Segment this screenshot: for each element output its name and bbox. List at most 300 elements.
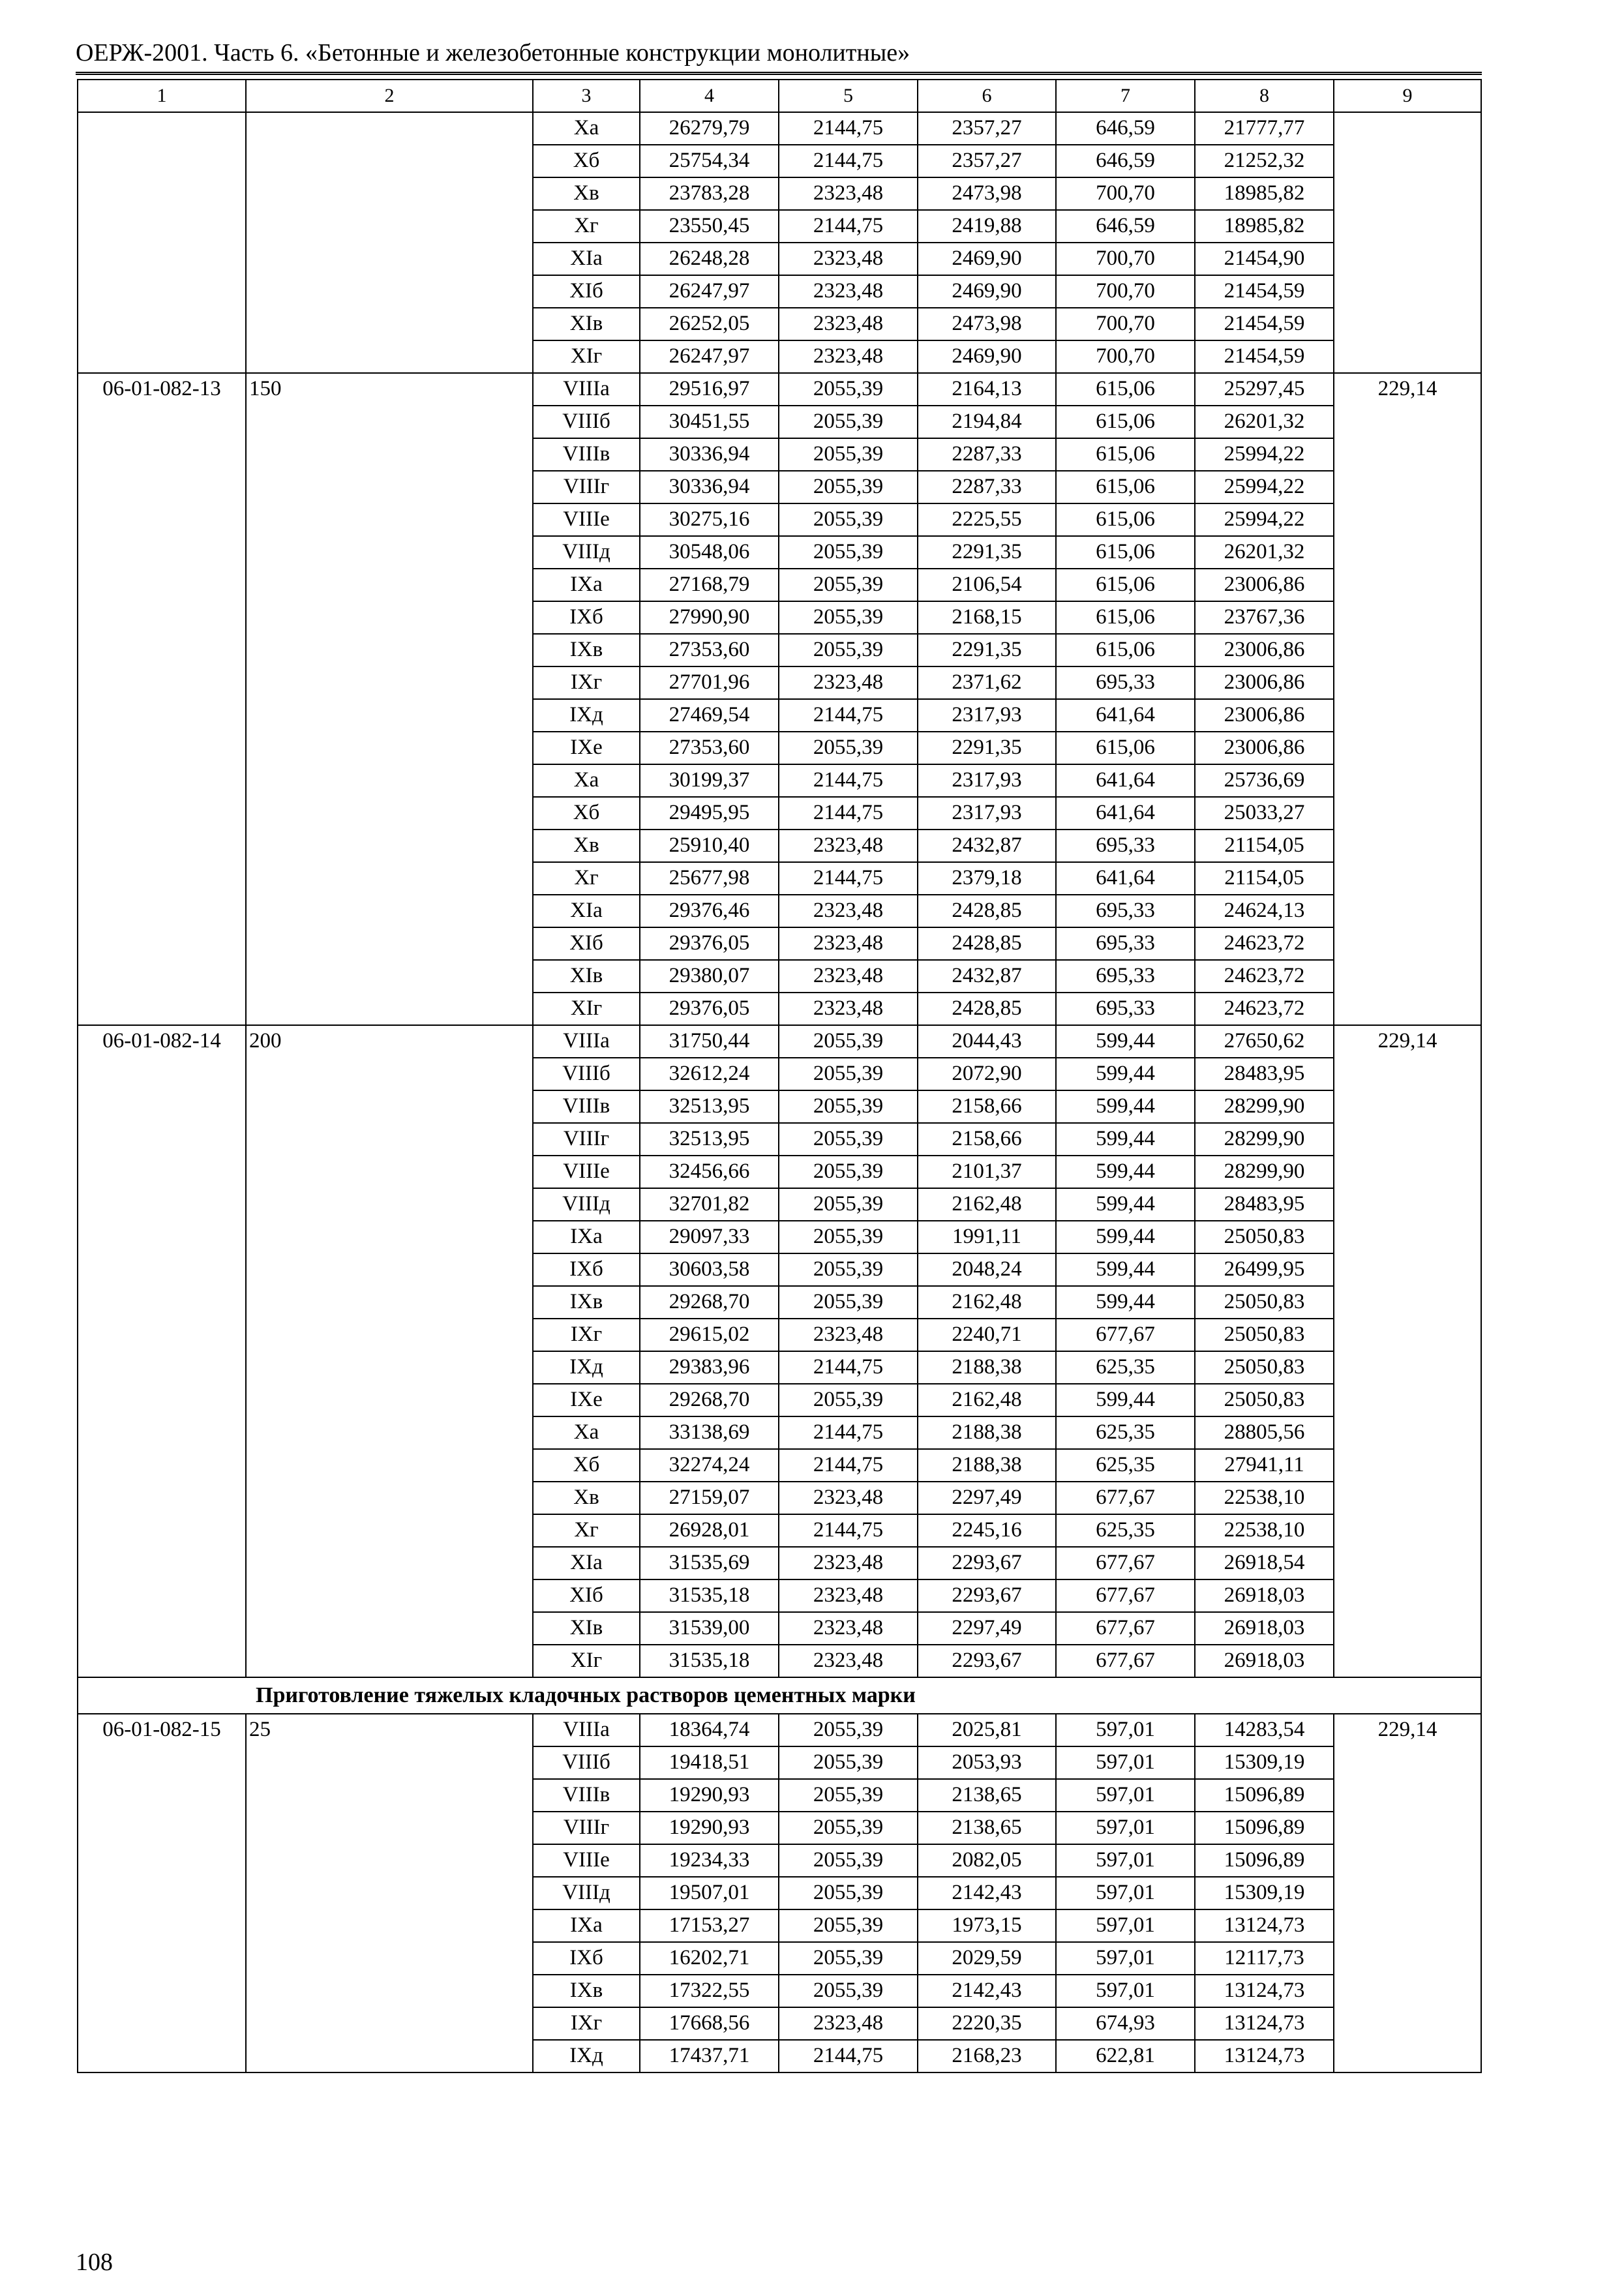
value-cell: 25050,83 — [1195, 1286, 1334, 1319]
value-cell: 26248,28 — [640, 243, 779, 275]
value-cell: 597,01 — [1056, 1812, 1195, 1844]
zone-cell: Xa — [533, 112, 640, 145]
value-cell: 2323,48 — [779, 960, 918, 993]
value-cell: 615,06 — [1056, 406, 1195, 438]
value-cell: 27650,62 — [1195, 1025, 1334, 1058]
value-cell: 29376,46 — [640, 895, 779, 927]
value-cell: 33138,69 — [640, 1416, 779, 1449]
value-cell: 2144,75 — [779, 764, 918, 797]
value-cell: 2055,39 — [779, 471, 918, 503]
value-cell: 695,33 — [1056, 830, 1195, 862]
value-cell: 597,01 — [1056, 1877, 1195, 1909]
value-cell: 2055,39 — [779, 1812, 918, 1844]
value-cell: 28483,95 — [1195, 1188, 1334, 1221]
value-cell: 599,44 — [1056, 1221, 1195, 1253]
header-rule — [76, 72, 1482, 75]
value-cell: 597,01 — [1056, 1844, 1195, 1877]
value-cell: 2082,05 — [918, 1844, 1056, 1877]
value-cell: 21454,59 — [1195, 340, 1334, 373]
value-cell: 21454,59 — [1195, 275, 1334, 308]
value-cell: 27353,60 — [640, 732, 779, 764]
value-cell: 2144,75 — [779, 1449, 918, 1482]
value-cell: 2287,33 — [918, 438, 1056, 471]
zone-cell: VIIIв — [533, 438, 640, 471]
value-cell: 2055,39 — [779, 406, 918, 438]
value-cell: 615,06 — [1056, 471, 1195, 503]
value-cell: 23006,86 — [1195, 634, 1334, 666]
value-cell: 2432,87 — [918, 960, 1056, 993]
column-number: 4 — [640, 80, 779, 112]
value-cell: 2144,75 — [779, 1416, 918, 1449]
value-cell: 2164,13 — [918, 373, 1056, 406]
value-cell: 2055,39 — [779, 1025, 918, 1058]
zone-cell: VIIIe — [533, 503, 640, 536]
value-cell: 700,70 — [1056, 177, 1195, 210]
value-cell: 2142,43 — [918, 1877, 1056, 1909]
value-cell: 21154,05 — [1195, 830, 1334, 862]
grade-cell: 150 — [246, 373, 533, 1025]
zone-cell: XIв — [533, 308, 640, 340]
value-cell: 646,59 — [1056, 210, 1195, 243]
value-cell: 17668,56 — [640, 2007, 779, 2040]
value-cell: 2323,48 — [779, 308, 918, 340]
value-cell: 700,70 — [1056, 275, 1195, 308]
grade-cell: 200 — [246, 1025, 533, 1677]
section-row — [78, 1677, 1481, 1714]
value-cell: 2323,48 — [779, 275, 918, 308]
table-row — [78, 112, 1481, 145]
value-cell: 677,67 — [1056, 1645, 1195, 1677]
zone-cell: Xб — [533, 145, 640, 177]
value-cell: 27701,96 — [640, 666, 779, 699]
value-cell: 30336,94 — [640, 471, 779, 503]
value-cell: 31535,69 — [640, 1547, 779, 1579]
value-cell: 2293,67 — [918, 1547, 1056, 1579]
value-cell: 29376,05 — [640, 993, 779, 1025]
value-cell: 28299,90 — [1195, 1090, 1334, 1123]
value-cell: 2055,39 — [779, 1844, 918, 1877]
value-cell: 24624,13 — [1195, 895, 1334, 927]
value-cell: 615,06 — [1056, 601, 1195, 634]
value-cell: 15309,19 — [1195, 1746, 1334, 1779]
value-cell: 26201,32 — [1195, 406, 1334, 438]
zone-cell: IXд — [533, 2040, 640, 2072]
code-cell: 06-01-082-14 — [78, 1025, 246, 1677]
value-cell: 23783,28 — [640, 177, 779, 210]
value-cell: 695,33 — [1056, 993, 1195, 1025]
value-cell: 677,67 — [1056, 1547, 1195, 1579]
value-cell: 677,67 — [1056, 1612, 1195, 1645]
value-cell: 2323,48 — [779, 1645, 918, 1677]
value-cell: 677,67 — [1056, 1579, 1195, 1612]
value-cell: 31750,44 — [640, 1025, 779, 1058]
value-cell: 615,06 — [1056, 503, 1195, 536]
value-cell: 615,06 — [1056, 569, 1195, 601]
value-cell: 2101,37 — [918, 1156, 1056, 1188]
value-cell: 2291,35 — [918, 732, 1056, 764]
value-cell: 2297,49 — [918, 1482, 1056, 1514]
value-cell: 2419,88 — [918, 210, 1056, 243]
value-cell: 2048,24 — [918, 1253, 1056, 1286]
value-cell: 700,70 — [1056, 308, 1195, 340]
value-cell: 599,44 — [1056, 1286, 1195, 1319]
value-cell: 2053,93 — [918, 1746, 1056, 1779]
value-cell: 2055,39 — [779, 569, 918, 601]
zone-cell: IXб — [533, 1942, 640, 1975]
value-cell: 2317,93 — [918, 797, 1056, 830]
value-cell: 615,06 — [1056, 438, 1195, 471]
value-cell: 695,33 — [1056, 895, 1195, 927]
value-cell: 32513,95 — [640, 1090, 779, 1123]
value-cell: 2158,66 — [918, 1090, 1056, 1123]
value-cell: 599,44 — [1056, 1253, 1195, 1286]
value-cell: 1973,15 — [918, 1909, 1056, 1942]
value-cell: 21154,05 — [1195, 862, 1334, 895]
value-cell: 25050,83 — [1195, 1351, 1334, 1384]
value-cell: 29495,95 — [640, 797, 779, 830]
value-cell: 24623,72 — [1195, 960, 1334, 993]
value-cell: 32456,66 — [640, 1156, 779, 1188]
value-cell: 22538,10 — [1195, 1482, 1334, 1514]
value-cell: 2055,39 — [779, 1058, 918, 1090]
value-cell: 615,06 — [1056, 732, 1195, 764]
value-cell: 30336,94 — [640, 438, 779, 471]
value-cell: 2144,75 — [779, 862, 918, 895]
value-cell: 2245,16 — [918, 1514, 1056, 1547]
zone-cell: IXд — [533, 1351, 640, 1384]
zone-cell: VIIIд — [533, 1877, 640, 1909]
value-cell: 2055,39 — [779, 1877, 918, 1909]
value-cell: 2055,39 — [779, 503, 918, 536]
value-cell: 15096,89 — [1195, 1844, 1334, 1877]
zone-cell: VIIIв — [533, 1090, 640, 1123]
value-cell: 2323,48 — [779, 177, 918, 210]
value-cell: 2323,48 — [779, 666, 918, 699]
value-cell: 2055,39 — [779, 1714, 918, 1746]
value-cell: 2473,98 — [918, 177, 1056, 210]
value-cell: 29097,33 — [640, 1221, 779, 1253]
zone-cell: Xг — [533, 862, 640, 895]
value-cell: 2158,66 — [918, 1123, 1056, 1156]
value-cell: 2162,48 — [918, 1286, 1056, 1319]
value-cell: 25677,98 — [640, 862, 779, 895]
value-cell: 2055,39 — [779, 634, 918, 666]
value-cell: 29615,02 — [640, 1319, 779, 1351]
col9-cell: 229,14 — [1334, 1714, 1481, 2072]
value-cell: 2188,38 — [918, 1351, 1056, 1384]
value-cell: 30603,58 — [640, 1253, 779, 1286]
zone-cell: IXв — [533, 634, 640, 666]
column-number-row — [78, 80, 1481, 112]
column-number: 3 — [533, 80, 640, 112]
value-cell: 24623,72 — [1195, 993, 1334, 1025]
value-cell: 641,64 — [1056, 764, 1195, 797]
value-cell: 2055,39 — [779, 1156, 918, 1188]
zone-cell: VIIIв — [533, 1779, 640, 1812]
value-cell: 599,44 — [1056, 1156, 1195, 1188]
zone-cell: VIIIб — [533, 406, 640, 438]
value-cell: 19290,93 — [640, 1779, 779, 1812]
value-cell: 26918,03 — [1195, 1612, 1334, 1645]
value-cell: 2055,39 — [779, 536, 918, 569]
zone-cell: VIIIe — [533, 1156, 640, 1188]
value-cell: 2168,23 — [918, 2040, 1056, 2072]
zone-cell: Xa — [533, 1416, 640, 1449]
zone-cell: XIб — [533, 927, 640, 960]
value-cell: 25050,83 — [1195, 1384, 1334, 1416]
zone-cell: VIIIe — [533, 1844, 640, 1877]
value-cell: 29268,70 — [640, 1384, 779, 1416]
column-number: 7 — [1056, 80, 1195, 112]
column-number: 6 — [918, 80, 1056, 112]
value-cell: 26499,95 — [1195, 1253, 1334, 1286]
value-cell: 2162,48 — [918, 1188, 1056, 1221]
zone-cell: VIIIa — [533, 373, 640, 406]
value-cell: 597,01 — [1056, 1975, 1195, 2007]
grade-cell: 25 — [246, 1714, 533, 2072]
value-cell: 2144,75 — [779, 1351, 918, 1384]
value-cell: 23006,86 — [1195, 666, 1334, 699]
value-cell: 2055,39 — [779, 1975, 918, 2007]
value-cell: 2428,85 — [918, 927, 1056, 960]
value-cell: 2055,39 — [779, 1221, 918, 1253]
value-cell: 27990,90 — [640, 601, 779, 634]
value-cell: 19290,93 — [640, 1812, 779, 1844]
value-cell: 695,33 — [1056, 960, 1195, 993]
value-cell: 2469,90 — [918, 243, 1056, 275]
value-cell: 23006,86 — [1195, 569, 1334, 601]
value-cell: 2055,39 — [779, 1090, 918, 1123]
value-cell: 677,67 — [1056, 1482, 1195, 1514]
value-cell: 2379,18 — [918, 862, 1056, 895]
table-row — [78, 1714, 1481, 1746]
value-cell: 18985,82 — [1195, 210, 1334, 243]
value-cell: 2055,39 — [779, 1123, 918, 1156]
zone-cell: Xг — [533, 1514, 640, 1547]
value-cell: 2055,39 — [779, 601, 918, 634]
zone-cell: XIв — [533, 1612, 640, 1645]
value-cell: 2323,48 — [779, 927, 918, 960]
zone-cell: IXa — [533, 569, 640, 601]
zone-cell: XIa — [533, 1547, 640, 1579]
value-cell: 646,59 — [1056, 145, 1195, 177]
value-cell: 19418,51 — [640, 1746, 779, 1779]
value-cell: 2144,75 — [779, 112, 918, 145]
value-cell: 27353,60 — [640, 634, 779, 666]
value-cell: 17437,71 — [640, 2040, 779, 2072]
value-cell: 2291,35 — [918, 634, 1056, 666]
value-cell: 677,67 — [1056, 1319, 1195, 1351]
value-cell: 597,01 — [1056, 1779, 1195, 1812]
value-cell: 27168,79 — [640, 569, 779, 601]
value-cell: 13124,73 — [1195, 1975, 1334, 2007]
value-cell: 2194,84 — [918, 406, 1056, 438]
value-cell: 19507,01 — [640, 1877, 779, 1909]
column-number: 1 — [78, 80, 246, 112]
zone-cell: VIIIг — [533, 1123, 640, 1156]
value-cell: 2287,33 — [918, 471, 1056, 503]
value-cell: 2055,39 — [779, 1779, 918, 1812]
value-cell: 2138,65 — [918, 1779, 1056, 1812]
value-cell: 2323,48 — [779, 2007, 918, 2040]
value-cell: 25994,22 — [1195, 438, 1334, 471]
zone-cell: XIб — [533, 275, 640, 308]
zone-cell: Xв — [533, 1482, 640, 1514]
zone-cell: IXб — [533, 1253, 640, 1286]
value-cell: 25994,22 — [1195, 503, 1334, 536]
value-cell: 13124,73 — [1195, 2040, 1334, 2072]
value-cell: 31535,18 — [640, 1645, 779, 1677]
value-cell: 26928,01 — [640, 1514, 779, 1547]
value-cell: 2025,81 — [918, 1714, 1056, 1746]
value-cell: 21252,32 — [1195, 145, 1334, 177]
value-cell: 2162,48 — [918, 1384, 1056, 1416]
zone-cell: XIв — [533, 960, 640, 993]
value-cell: 22538,10 — [1195, 1514, 1334, 1547]
value-cell: 625,35 — [1056, 1416, 1195, 1449]
value-cell: 13124,73 — [1195, 2007, 1334, 2040]
value-cell: 2142,43 — [918, 1975, 1056, 2007]
value-cell: 2055,39 — [779, 438, 918, 471]
value-cell: 2144,75 — [779, 1514, 918, 1547]
value-cell: 615,06 — [1056, 536, 1195, 569]
zone-cell: IXe — [533, 732, 640, 764]
value-cell: 24623,72 — [1195, 927, 1334, 960]
code-cell: 06-01-082-15 — [78, 1714, 246, 2072]
value-cell: 2323,48 — [779, 1579, 918, 1612]
value-cell: 2317,93 — [918, 764, 1056, 797]
zone-cell: IXв — [533, 1975, 640, 2007]
value-cell: 2138,65 — [918, 1812, 1056, 1844]
zone-cell: IXб — [533, 601, 640, 634]
value-cell: 29376,05 — [640, 927, 779, 960]
value-cell: 25033,27 — [1195, 797, 1334, 830]
value-cell: 26252,05 — [640, 308, 779, 340]
col9-cell: 229,14 — [1334, 373, 1481, 1025]
value-cell: 625,35 — [1056, 1351, 1195, 1384]
value-cell: 2323,48 — [779, 830, 918, 862]
value-cell: 15309,19 — [1195, 1877, 1334, 1909]
value-cell: 2240,71 — [918, 1319, 1056, 1351]
value-cell: 2469,90 — [918, 275, 1056, 308]
value-cell: 23550,45 — [640, 210, 779, 243]
zone-cell: IXa — [533, 1909, 640, 1942]
value-cell: 2220,35 — [918, 2007, 1056, 2040]
value-cell: 32274,24 — [640, 1449, 779, 1482]
page-header: ОЕРЖ-2001. Часть 6. «Бетонные и железобетонные конструкции монолитные» — [76, 39, 910, 67]
value-cell: 30199,37 — [640, 764, 779, 797]
value-cell: 30275,16 — [640, 503, 779, 536]
value-cell: 29268,70 — [640, 1286, 779, 1319]
value-cell: 625,35 — [1056, 1449, 1195, 1482]
value-cell: 2188,38 — [918, 1416, 1056, 1449]
value-cell: 2225,55 — [918, 503, 1056, 536]
value-cell: 2323,48 — [779, 1547, 918, 1579]
value-cell: 622,81 — [1056, 2040, 1195, 2072]
table-row — [78, 1025, 1481, 1058]
value-cell: 2144,75 — [779, 2040, 918, 2072]
zone-cell: IXг — [533, 666, 640, 699]
value-cell: 597,01 — [1056, 1714, 1195, 1746]
value-cell: 599,44 — [1056, 1188, 1195, 1221]
value-cell: 12117,73 — [1195, 1942, 1334, 1975]
value-cell: 15096,89 — [1195, 1779, 1334, 1812]
value-cell: 615,06 — [1056, 634, 1195, 666]
value-cell: 2357,27 — [918, 112, 1056, 145]
zone-cell: VIIIa — [533, 1025, 640, 1058]
value-cell: 2323,48 — [779, 1612, 918, 1645]
value-cell: 615,06 — [1056, 373, 1195, 406]
zone-cell: XIa — [533, 243, 640, 275]
value-cell: 26279,79 — [640, 112, 779, 145]
value-cell: 29383,96 — [640, 1351, 779, 1384]
value-cell: 2144,75 — [779, 210, 918, 243]
value-cell: 599,44 — [1056, 1058, 1195, 1090]
value-cell: 646,59 — [1056, 112, 1195, 145]
zone-cell: XIб — [533, 1579, 640, 1612]
value-cell: 18364,74 — [640, 1714, 779, 1746]
value-cell: 2323,48 — [779, 340, 918, 373]
col9-cell — [1334, 112, 1481, 373]
value-cell: 2293,67 — [918, 1579, 1056, 1612]
column-number: 5 — [779, 80, 918, 112]
value-cell: 26918,03 — [1195, 1645, 1334, 1677]
value-cell: 2323,48 — [779, 1482, 918, 1514]
value-cell: 695,33 — [1056, 927, 1195, 960]
value-cell: 32612,24 — [640, 1058, 779, 1090]
value-cell: 2029,59 — [918, 1942, 1056, 1975]
value-cell: 641,64 — [1056, 797, 1195, 830]
value-cell: 2106,54 — [918, 569, 1056, 601]
value-cell: 25910,40 — [640, 830, 779, 862]
zone-cell: IXг — [533, 2007, 640, 2040]
value-cell: 2188,38 — [918, 1449, 1056, 1482]
value-cell: 25050,83 — [1195, 1319, 1334, 1351]
value-cell: 19234,33 — [640, 1844, 779, 1877]
value-cell: 21454,90 — [1195, 243, 1334, 275]
value-cell: 2055,39 — [779, 1253, 918, 1286]
zone-cell: IXв — [533, 1286, 640, 1319]
value-cell: 28483,95 — [1195, 1058, 1334, 1090]
column-number: 2 — [246, 80, 533, 112]
value-cell: 26918,03 — [1195, 1579, 1334, 1612]
value-cell: 32701,82 — [640, 1188, 779, 1221]
value-cell: 25994,22 — [1195, 471, 1334, 503]
value-cell: 2168,15 — [918, 601, 1056, 634]
value-cell: 1991,11 — [918, 1221, 1056, 1253]
code-cell: 06-01-082-13 — [78, 373, 246, 1025]
section-title: Приготовление тяжелых кладочных растворов цементных марки — [78, 1677, 1481, 1714]
column-number: 9 — [1334, 80, 1481, 112]
value-cell: 599,44 — [1056, 1025, 1195, 1058]
zone-cell: VIIIa — [533, 1714, 640, 1746]
value-cell: 2055,39 — [779, 373, 918, 406]
zone-cell: XIг — [533, 340, 640, 373]
value-cell: 700,70 — [1056, 340, 1195, 373]
value-cell: 2144,75 — [779, 145, 918, 177]
value-cell: 2055,39 — [779, 1286, 918, 1319]
zone-cell: Xг — [533, 210, 640, 243]
value-cell: 2055,39 — [779, 1384, 918, 1416]
code-cell — [78, 112, 246, 373]
value-cell: 26247,97 — [640, 275, 779, 308]
zone-cell: XIa — [533, 895, 640, 927]
value-cell: 13124,73 — [1195, 1909, 1334, 1942]
value-cell: 26918,54 — [1195, 1547, 1334, 1579]
value-cell: 14283,54 — [1195, 1714, 1334, 1746]
value-cell: 2432,87 — [918, 830, 1056, 862]
value-cell: 2297,49 — [918, 1612, 1056, 1645]
